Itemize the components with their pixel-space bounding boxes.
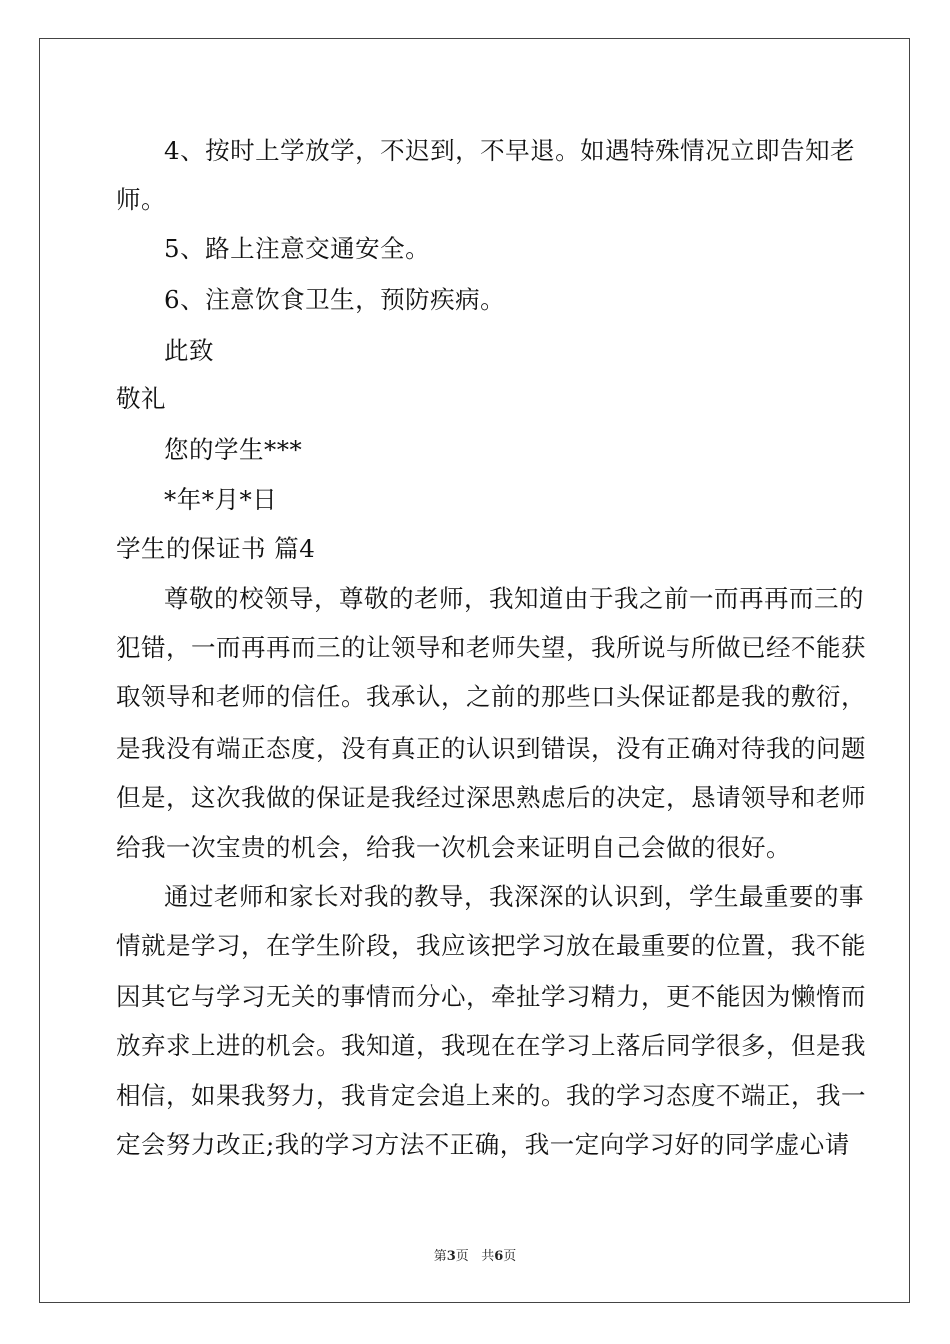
page-border [39,38,910,1303]
text-line: 6、注意饮食卫生，预防疾病。 [164,285,506,314]
text-line: 犯错，一而再再而三的让领导和老师失望，我所说与所做已经不能获 [116,633,866,662]
text-line: 放弃求上进的机会。我知道，我现在在学习上落后同学很多，但是我 [116,1031,866,1060]
page-footer [0,1245,950,1264]
text-line: 情就是学习，在学生阶段，我应该把学习放在最重要的位置，我不能 [116,931,866,960]
text-line: 给我一次宝贵的机会，给我一次机会来证明自己会做的很好。 [116,833,791,862]
closing-salutation: 此致 [164,336,214,365]
text-line: 5、路上注意交通安全。 [164,234,431,263]
text-line: 定会努力改正;我的学习方法不正确，我一定向学习好的同学虚心请 [116,1130,850,1159]
section-title: 学生的保证书 篇4 [116,534,316,563]
footer-middle: 页 共 [455,1249,495,1264]
text-line: 是我没有端正态度，没有真正的认识到错误，没有正确对待我的问题 [116,734,866,763]
closing-regards: 敬礼 [116,384,166,413]
text-line: 4、按时上学放学，不迟到，不早退。如遇特殊情况立即告知老 [164,136,856,165]
text-line: 相信，如果我努力，我肯定会追上来的。我的学习态度不端正，我一 [116,1081,866,1110]
date-line: *年*月*日 [164,485,278,514]
current-page-number: 3 [446,1249,456,1264]
text-line: 师。 [116,185,166,214]
text-line: 尊敬的校领导，尊敬的老师，我知道由于我之前一而再再而三的 [164,584,864,613]
text-line: 取领导和老师的信任。我承认，之前的那些口头保证都是我的敷衍， [116,682,866,711]
text-line: 因其它与学习无关的事情而分心，牵扯学习精力，更不能因为懒惰而 [116,982,866,1011]
signature: 您的学生*** [164,435,303,464]
total-page-number: 6 [494,1249,504,1264]
footer-prefix: 第 [433,1249,447,1264]
text-line: 通过老师和家长对我的教导，我深深的认识到，学生最重要的事 [164,882,864,911]
text-line: 但是，这次我做的保证是我经过深思熟虑后的决定，恳请领导和老师 [116,783,866,812]
footer-suffix: 页 [503,1249,517,1264]
